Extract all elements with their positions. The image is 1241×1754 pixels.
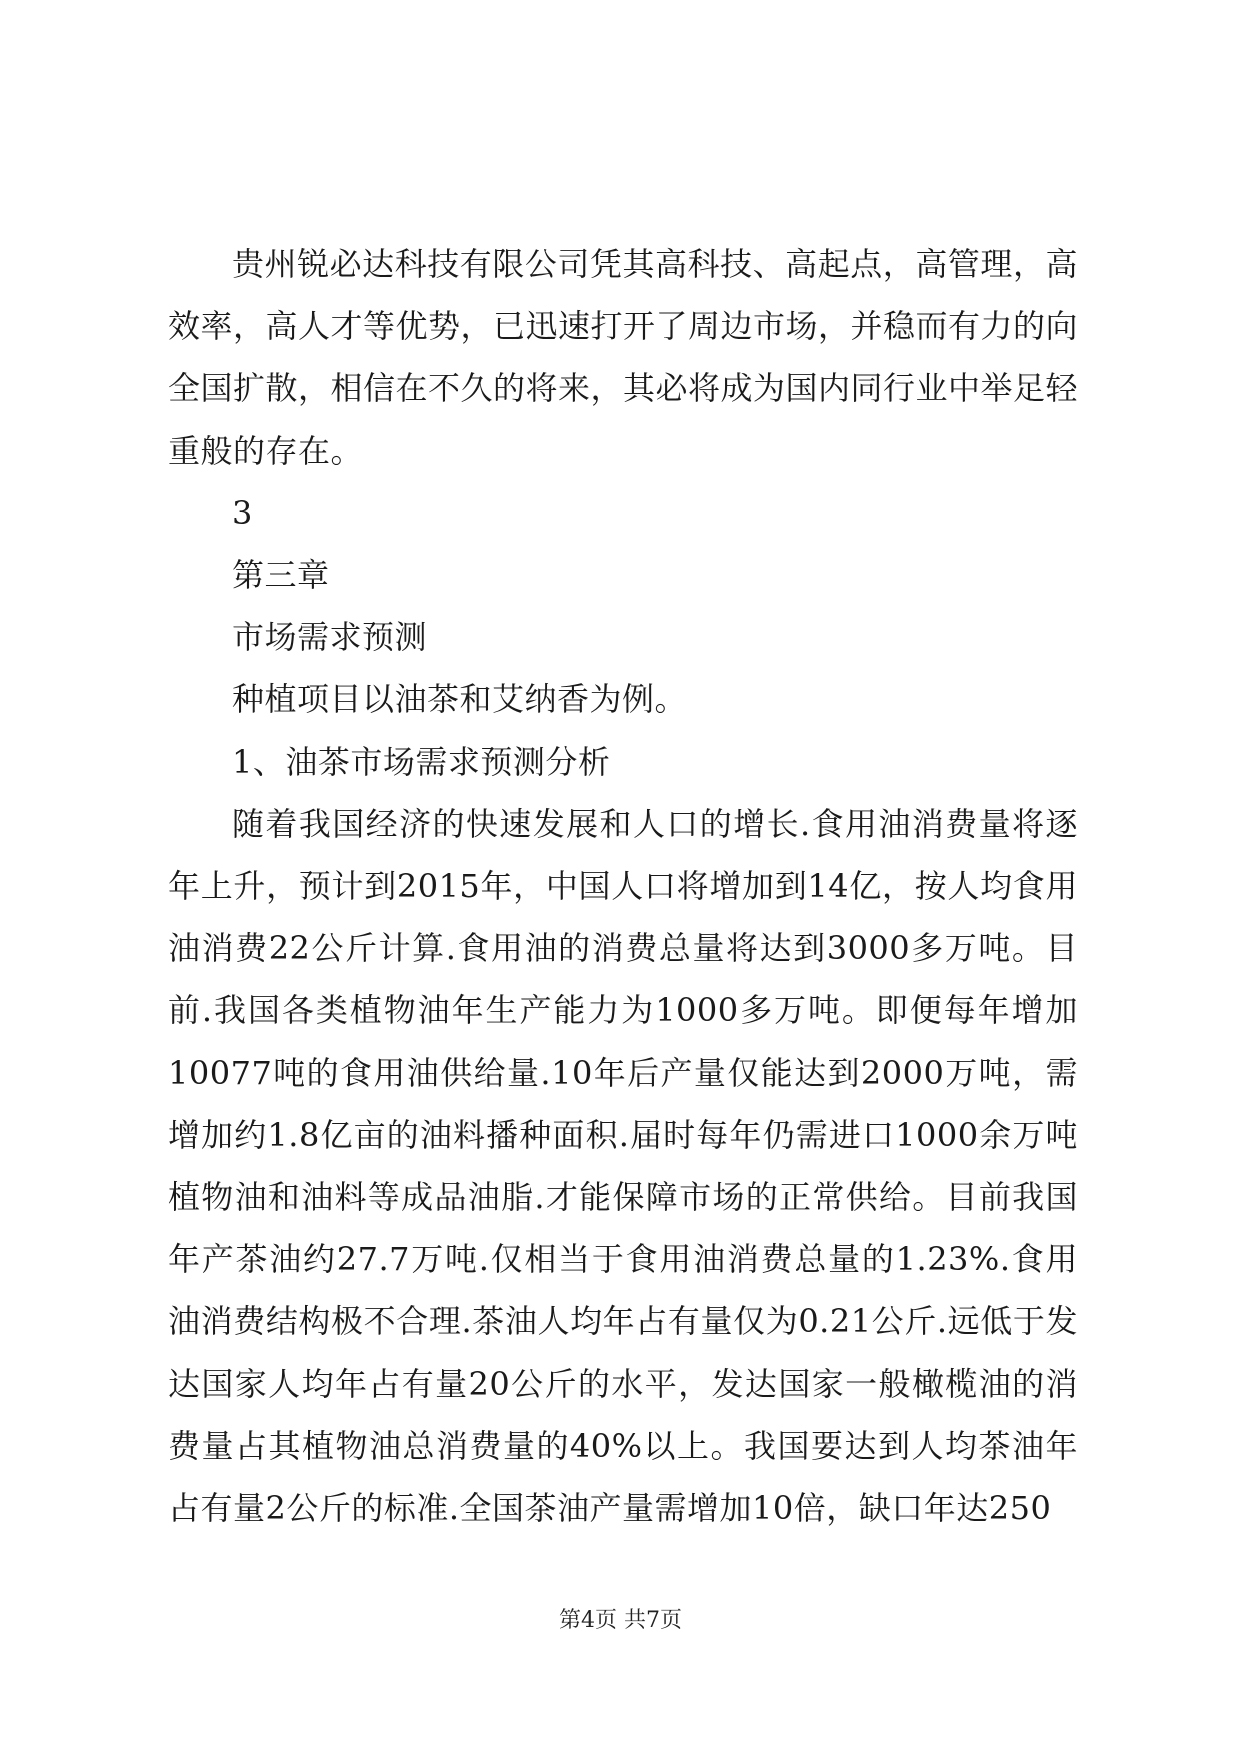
paragraph-market-analysis: 随着我国经济的快速发展和人口的增长.食用油消费量将逐年上升，预计到2015年，中国人口将增加到14亿，按人均食用油消费22公斤计算.食用油的消费总量将达到3000多万吨。目前.我国各类植物油年生产能力为1000多万吨。即便每年增加10077吨的食用油供给量.10年后产量仅能达到2000万吨，需增加约1.8亿亩的油料播种面积.届时每年仍需进口1000余万吨植物油和油料等成品油脂.才能保障市场的正常供给。目前我国年产茶油约27.7万吨.仅相当于食用油消费总量的1.23%.食用油消费结构极不合理.茶油人均年占有量仅为0.21公斤.远低于发达国家人均年占有量20公斤的水平，发达国家一般橄榄油的消费量占其植物油总消费量的40%以上。我国要达到人均茶油年占有量2公斤的标准.全国茶油产量需增加10倍，缺口年达250 [168,804,1078,1528]
chapter-title: 市场需求预测 [232,618,428,657]
section-heading: 1、油茶市场需求预测分析 [232,742,611,781]
document-body [168,233,1078,1539]
chapter-label: 第三章 [232,556,330,595]
planting-intro: 种植项目以油茶和艾纳香为例。 [232,680,688,719]
page-number-marker: 3 [232,493,253,532]
paragraph-company-overview: 贵州锐必达科技有限公司凭其高科技、高起点，高管理，高效率，高人才等优势，已迅速打开了周边市场，并稳而有力的向全国扩散，相信在不久的将来，其必将成为国内同行业中举足轻重般的存在。 [168,245,1079,470]
page-footer: 第4页 共7页 [559,1608,682,1633]
